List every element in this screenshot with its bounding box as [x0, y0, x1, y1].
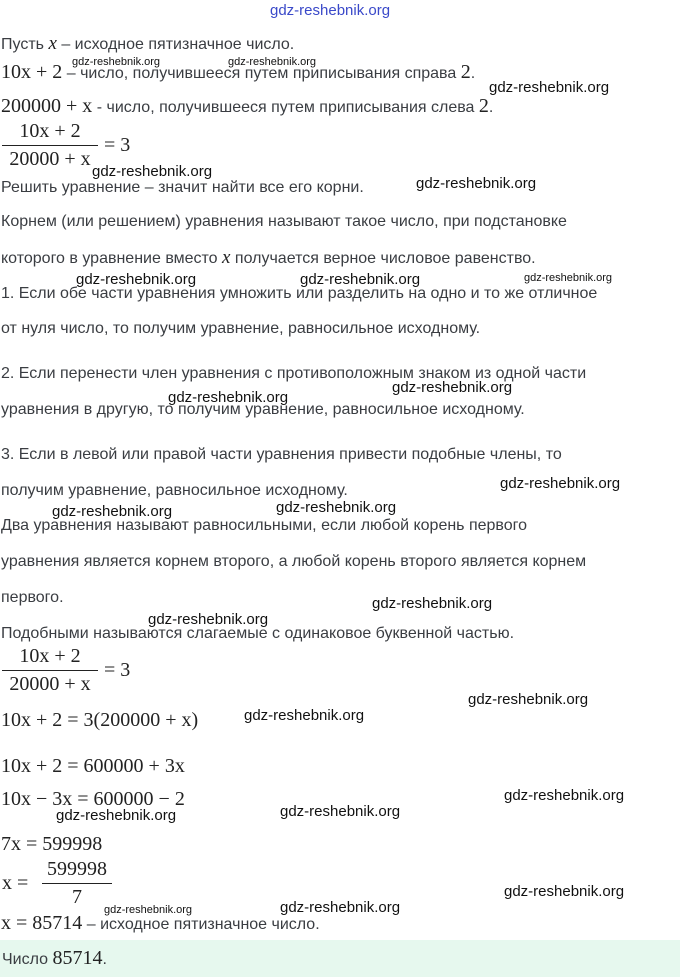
- watermark: gdz-reshebnik.org: [392, 379, 513, 396]
- l1-text: Пусть: [1, 36, 49, 53]
- equation-step-1: 10x + 2 = 3(200000 + x): [1, 709, 199, 731]
- l7-b: получается верное числовое равенство.: [230, 250, 536, 267]
- watermark: gdz-reshebnik.org: [228, 56, 317, 68]
- watermark: gdz-reshebnik.org: [280, 803, 401, 820]
- watermark: gdz-reshebnik.org: [468, 691, 589, 708]
- l3-math: 200000 + x: [1, 95, 93, 117]
- equation-step-4: 7x = 599998: [1, 833, 103, 855]
- text-line-12: 3. Если в левой или правой части уравнения привести подобные члены, то: [1, 446, 562, 463]
- watermark: gdz-reshebnik.org: [168, 389, 289, 406]
- text-line-1: [1, 34, 294, 55]
- equation-step-2: 10x + 2 = 600000 + 3x: [1, 755, 185, 777]
- l3-text: - число, получившееся путем приписывания слева: [92, 99, 479, 116]
- frac2-rhs: = 3: [104, 659, 131, 681]
- text-line-8: 1. Если обе части уравнения умножить или разделить на одно и то же отличное: [1, 285, 598, 302]
- text-line-16: первого.: [1, 589, 64, 606]
- answer-label: Число: [2, 951, 53, 968]
- fraction-equation-2: [2, 645, 142, 697]
- final-math: x = 85714: [1, 912, 83, 934]
- frac2-numerator: 10x + 2: [19, 645, 81, 667]
- fraction-equation-3: [2, 858, 132, 910]
- frac1-bar: [2, 145, 98, 146]
- watermark: gdz-reshebnik.org: [104, 904, 193, 916]
- watermark: gdz-reshebnik.org: [76, 271, 197, 288]
- answer-value: 85714: [52, 947, 103, 969]
- watermark: gdz-reshebnik.org: [244, 707, 365, 724]
- watermark: gdz-reshebnik.org: [416, 175, 537, 192]
- watermark: gdz-reshebnik.org: [148, 611, 269, 628]
- l3-end: .: [488, 99, 494, 116]
- l7-var: x: [222, 247, 231, 268]
- watermark: gdz-reshebnik.org: [56, 807, 177, 824]
- watermark: gdz-reshebnik.org: [372, 595, 493, 612]
- watermark-top: gdz-reshebnik.org: [270, 2, 391, 19]
- watermark: gdz-reshebnik.org: [72, 56, 161, 68]
- watermark: gdz-reshebnik.org: [52, 503, 173, 520]
- watermark: gdz-reshebnik.org: [524, 272, 613, 284]
- frac3-lhs: x =: [2, 872, 29, 894]
- frac1-rhs: = 3: [104, 134, 131, 156]
- l1-rest: – исходное пятизначное число.: [56, 36, 295, 53]
- watermark: gdz-reshebnik.org: [92, 163, 213, 180]
- text-line-17: Подобными называются слагаемые с одинаковое буквенной частью.: [1, 625, 515, 642]
- l1-var: x: [48, 33, 57, 54]
- text-line-6: Корнем (или решением) уравнения называют такое число, при подстановке: [1, 213, 567, 230]
- frac2-denominator: 20000 + x: [9, 673, 91, 695]
- text-line-13: получим уравнение, равносильное исходному.: [1, 482, 348, 499]
- answer-box: [0, 940, 680, 977]
- watermark: gdz-reshebnik.org: [489, 79, 610, 96]
- l2-math: 10x + 2: [1, 61, 63, 83]
- text-line-3: [1, 96, 493, 118]
- l2-text: – число, получившееся путем приписывания справа: [62, 65, 461, 82]
- l7-a: которого в уравнение вместо: [1, 250, 223, 267]
- final-text: – исходное пятизначное число.: [82, 916, 320, 933]
- answer-text: [2, 948, 107, 970]
- l3-num: 2: [478, 95, 489, 117]
- frac2-bar: [2, 670, 98, 671]
- frac3-bar: [42, 883, 112, 884]
- text-line-7: [1, 248, 536, 269]
- watermark: gdz-reshebnik.org: [280, 899, 401, 916]
- watermark: gdz-reshebnik.org: [300, 271, 421, 288]
- l2-end: .: [470, 65, 476, 82]
- text-line-14: Два уравнения называют равносильными, если любой корень первого: [1, 517, 528, 534]
- text-line-15: уравнения является корнем второго, а любой корень второго является корнем: [1, 553, 587, 570]
- frac1-denominator: 20000 + x: [9, 148, 91, 170]
- answer-end: .: [102, 951, 107, 968]
- text-line-5: Решить уравнение – значит найти все его корни.: [1, 179, 364, 196]
- frac1-numerator: 10x + 2: [19, 120, 81, 142]
- final-line: [1, 913, 320, 935]
- frac3-numerator: 599998: [47, 858, 107, 880]
- text-line-9: от нуля число, то получим уравнение, равносильное исходному.: [1, 320, 481, 337]
- watermark: gdz-reshebnik.org: [504, 883, 625, 900]
- equation-step-3: 10x − 3x = 600000 − 2: [1, 788, 185, 810]
- frac3-denominator: 7: [72, 886, 82, 908]
- l2-num: 2: [460, 61, 471, 83]
- text-line-11: уравнения в другую, то получим уравнение, равносильное исходному.: [1, 401, 525, 418]
- watermark: gdz-reshebnik.org: [276, 499, 397, 516]
- watermark: gdz-reshebnik.org: [504, 787, 625, 804]
- watermark: gdz-reshebnik.org: [500, 475, 621, 492]
- text-line-10: 2. Если перенести член уравнения с противоположным знаком из одной части: [1, 365, 587, 382]
